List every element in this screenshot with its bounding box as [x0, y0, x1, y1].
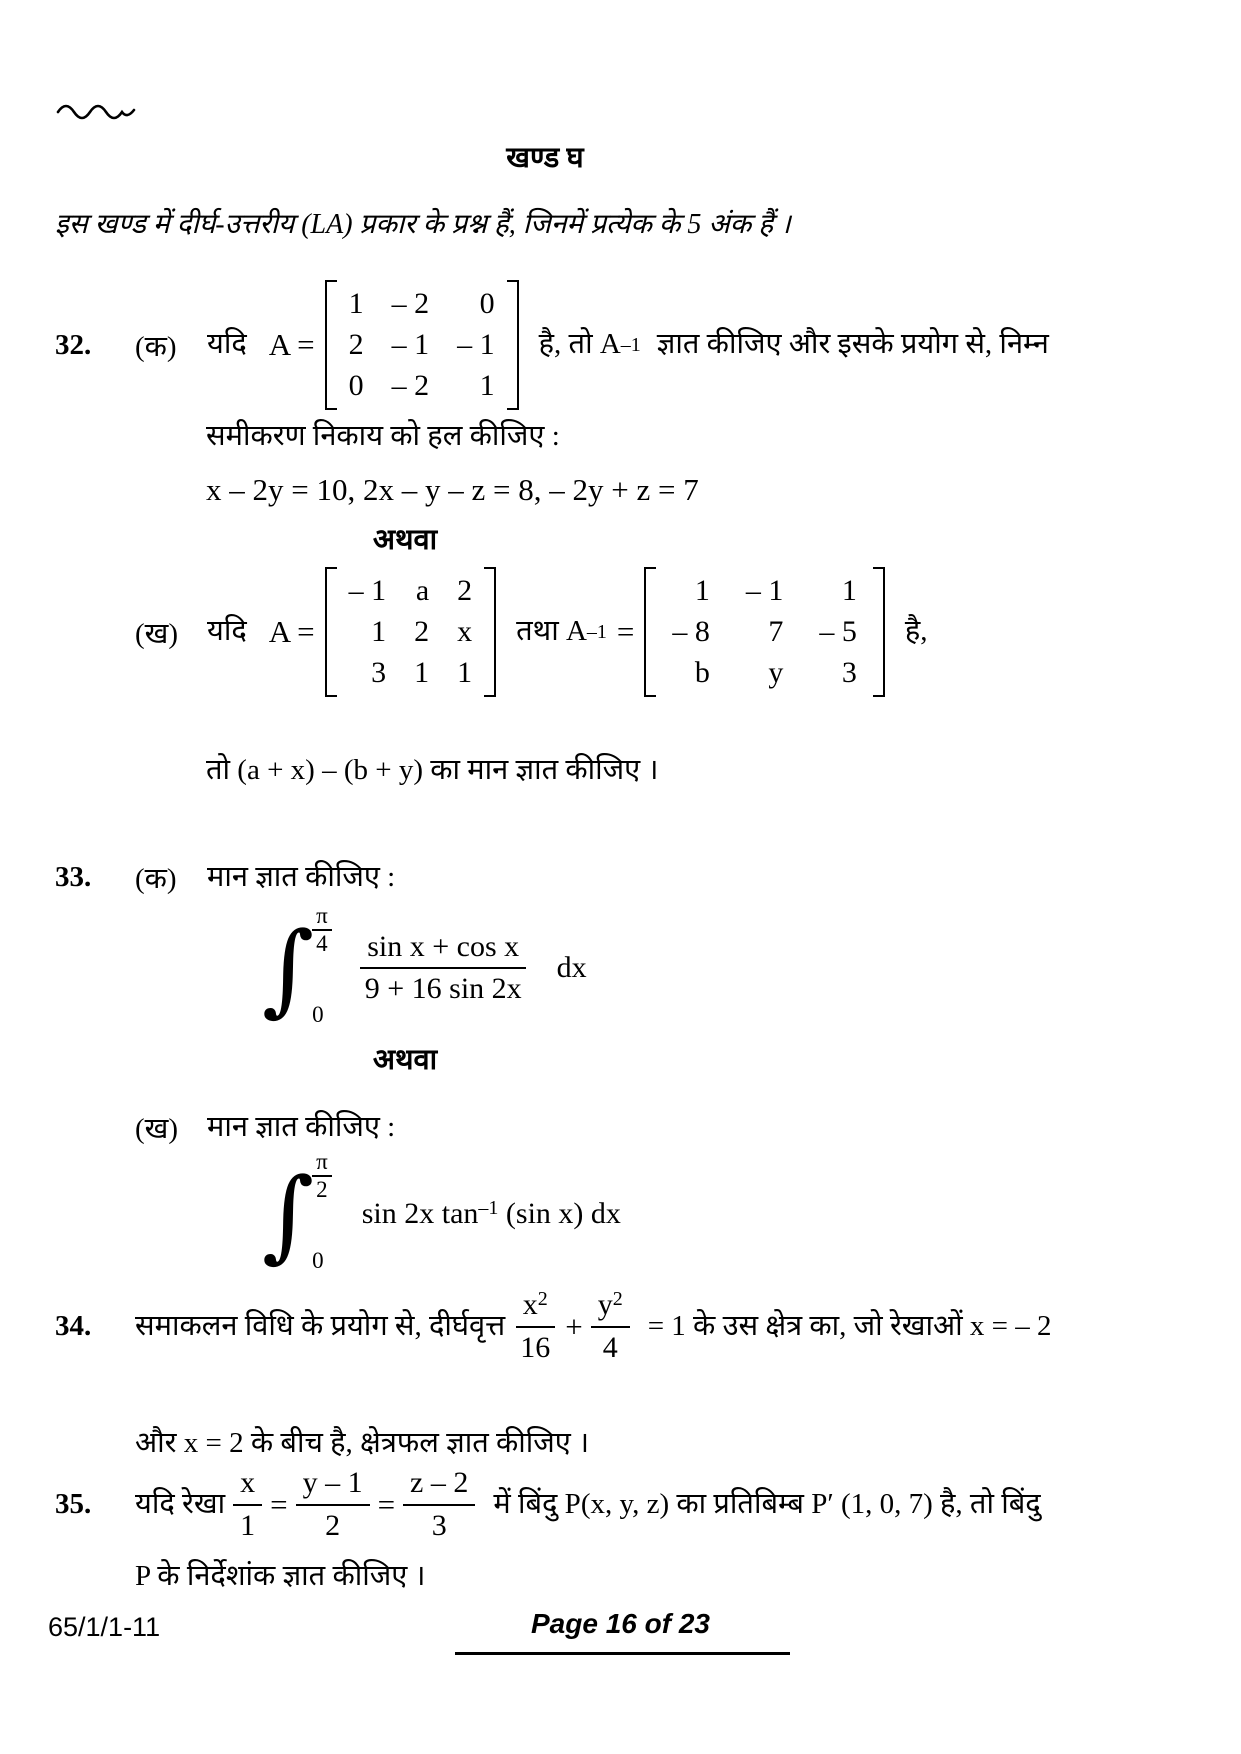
frac-num-base: x: [522, 1288, 538, 1321]
q35-line2: P के निर्देशांक ज्ञात कीजिए ।: [135, 1560, 426, 1592]
matrix-cell: – 5: [819, 615, 857, 648]
matrix-A-q32b: [325, 567, 497, 697]
matrix-cell: – 2: [391, 369, 430, 402]
frac-num-sup: 2: [612, 1288, 623, 1310]
matrix-cell: 1: [694, 574, 710, 607]
frac-num: x: [233, 1465, 262, 1506]
fraction-numerator: sin x + cos x: [360, 929, 526, 970]
matrix-cell: – 1: [348, 574, 387, 607]
matrix-cell: 3: [841, 656, 857, 689]
matrix-cell: – 2: [391, 287, 430, 320]
section-instruction: इस खण्ड में दीर्घ-उत्तरीय (LA) प्रकार के प्रश्न हैं, जिनमें प्रत्येक के 5 अंक हैं ।: [55, 209, 791, 240]
question-number: 34.: [55, 1310, 92, 1342]
q33b-prompt: मान ज्ञात कीजिए :: [207, 1110, 396, 1143]
question-number: 32.: [55, 328, 92, 361]
section-title: खण्ड घ: [506, 142, 584, 174]
fraction-denominator: 9 + 16 sin 2x: [364, 972, 522, 1005]
integrand-exponent: –1: [478, 1197, 499, 1219]
q32a-post2: ज्ञात कीजिए और इसके प्रयोग से, निम्न: [656, 328, 1049, 361]
question-33a-row: [55, 858, 395, 897]
matrix-cell: 1: [371, 615, 387, 648]
lower-limit: 0: [312, 1248, 324, 1273]
q32a-line2: समीकरण निकाय को हल कीजिए :: [206, 420, 560, 452]
matrix-cell: a: [415, 574, 430, 607]
paper-code: 65/1/1-11: [48, 1612, 161, 1642]
matrix-cell: 1: [348, 287, 364, 320]
integral-limits: [312, 1149, 332, 1273]
matrix-cell: 2: [457, 574, 473, 607]
frac-den: 3: [431, 1508, 447, 1542]
q32b-eq: =: [616, 614, 635, 649]
matrix-cell: 0: [479, 287, 495, 320]
question-35-row: [55, 1465, 1041, 1544]
frac-den: 1: [240, 1508, 256, 1542]
frac-den: 4: [602, 1330, 618, 1364]
or-label: अथवा: [372, 1044, 438, 1076]
fraction-y2-4: [591, 1287, 630, 1366]
equals-sign: =: [377, 1486, 396, 1522]
q32b-a-eq: A =: [268, 614, 315, 649]
question-32a-row: 32. (क) यदि A = 1 – 2 0 2 – 1 – 1 0 – 2 1 है, तो A –1 ज्ञात कीजिए और इसके प्रयोग से, निम्न: [55, 280, 1049, 410]
part-label: (क): [135, 330, 177, 363]
integrand-fraction: [358, 929, 529, 1008]
frac-num: y – 1: [296, 1465, 370, 1506]
footer-underline: [455, 1652, 790, 1655]
matrix-cell: – 1: [391, 328, 430, 361]
matrix-cell: b: [694, 656, 710, 689]
matrix-cell: 0: [348, 369, 364, 402]
integral-limits: [312, 903, 332, 1027]
matrix-cell: 1: [479, 369, 495, 402]
upper-limit: [312, 904, 332, 956]
matrix-cell: y: [768, 656, 784, 689]
integrand-expression: [362, 1197, 621, 1231]
q35-post: में बिंदु P(x, y, z) का प्रतिबिम्ब P′ (1, 0, 7) है, तो बिंदु: [493, 1487, 1041, 1520]
lower-limit: 0: [312, 1002, 324, 1027]
q34-line2: और x = 2 के बीच है, क्षेत्रफल ज्ञात कीजिए ।: [135, 1427, 590, 1459]
integrand-pre: sin 2x tan: [361, 1197, 479, 1230]
question-32b-row: (ख) यदि A = – 1 a 2 1 2 x 3 1 1 तथा A –1 = 1 – 1 1 – 8 7 – 5 b y 3 है,: [135, 567, 928, 697]
integrand-post: (sin x) dx: [498, 1197, 621, 1230]
q32b-pre: यदि: [207, 615, 247, 648]
integral-sign: ∫: [262, 909, 315, 1027]
part-label: (ख): [135, 617, 179, 650]
q32b-mid: तथा A: [516, 615, 587, 648]
matrix-cell: 7: [768, 615, 784, 648]
upper-limit-num: π: [312, 904, 332, 931]
fraction-z2-3: [403, 1465, 475, 1544]
upper-limit: [312, 1150, 332, 1202]
q33a-prompt: मान ज्ञात कीजिए :: [207, 860, 396, 893]
q32b-line2: तो (a + x) – (b + y) का मान ज्ञात कीजिए ।: [206, 754, 659, 786]
question-number: 33.: [55, 861, 92, 893]
matrix-cell: 1: [841, 574, 857, 607]
part-label: (ख): [135, 1113, 179, 1145]
q34-post: = 1 के उस क्षेत्र का, जो रेखाओं x = – 2: [647, 1309, 1052, 1342]
squiggle-mark: [55, 98, 137, 124]
matrix-cell: 2: [348, 328, 364, 361]
matrix-cell: 2: [414, 615, 430, 648]
question-number: 35.: [55, 1488, 92, 1520]
part-label: (क): [135, 863, 177, 895]
page-number-label: Page 16 of 23: [531, 1608, 710, 1639]
frac-den: 16: [520, 1330, 551, 1364]
q32a-pre: यदि: [207, 328, 247, 361]
frac-num: z – 2: [403, 1465, 475, 1506]
q32a-a-eq: A =: [268, 327, 315, 362]
matrix-cell: – 1: [745, 574, 784, 607]
matrix-cell: 1: [414, 656, 430, 689]
matrix-cell: 3: [371, 656, 387, 689]
q32a-equations: x – 2y = 10, 2x – y – z = 8, – 2y + z = 7: [206, 472, 699, 507]
equals-sign: =: [270, 1486, 288, 1522]
upper-limit-num: π: [312, 1150, 332, 1177]
frac-num-sup: 2: [537, 1288, 548, 1310]
matrix-A-inverse-q32b: [644, 567, 885, 697]
plus-sign: +: [565, 1308, 583, 1344]
frac-num-base: y: [597, 1288, 613, 1321]
upper-limit-den: 2: [316, 1177, 328, 1203]
upper-limit-den: 4: [316, 931, 328, 957]
or-label: अथवा: [372, 524, 438, 556]
q35-pre: यदि रेखा: [135, 1487, 226, 1520]
q32b-post: है,: [904, 615, 928, 648]
matrix-cell: – 8: [672, 615, 710, 648]
fraction-y1-2: [296, 1465, 370, 1544]
question-33b-row: [135, 1108, 395, 1147]
question-34-row: [55, 1287, 1052, 1366]
q32a-post1: है, तो A: [538, 328, 621, 361]
matrix-cell: x: [457, 615, 473, 648]
matrix-A-q32a: [325, 280, 519, 410]
integral-q33a: [262, 903, 587, 1027]
q34-pre: समाकलन विधि के प्रयोग से, दीर्घवृत्त: [135, 1309, 506, 1342]
integral-q33b: [262, 1149, 621, 1273]
matrix-cell: – 1: [457, 328, 495, 361]
frac-den: 2: [325, 1508, 341, 1542]
fraction-x2-16: [513, 1287, 557, 1366]
matrix-cell: 1: [457, 656, 473, 689]
fraction-x-1: [233, 1465, 262, 1544]
integral-sign: ∫: [262, 1155, 315, 1273]
dx-term: dx: [556, 951, 587, 984]
